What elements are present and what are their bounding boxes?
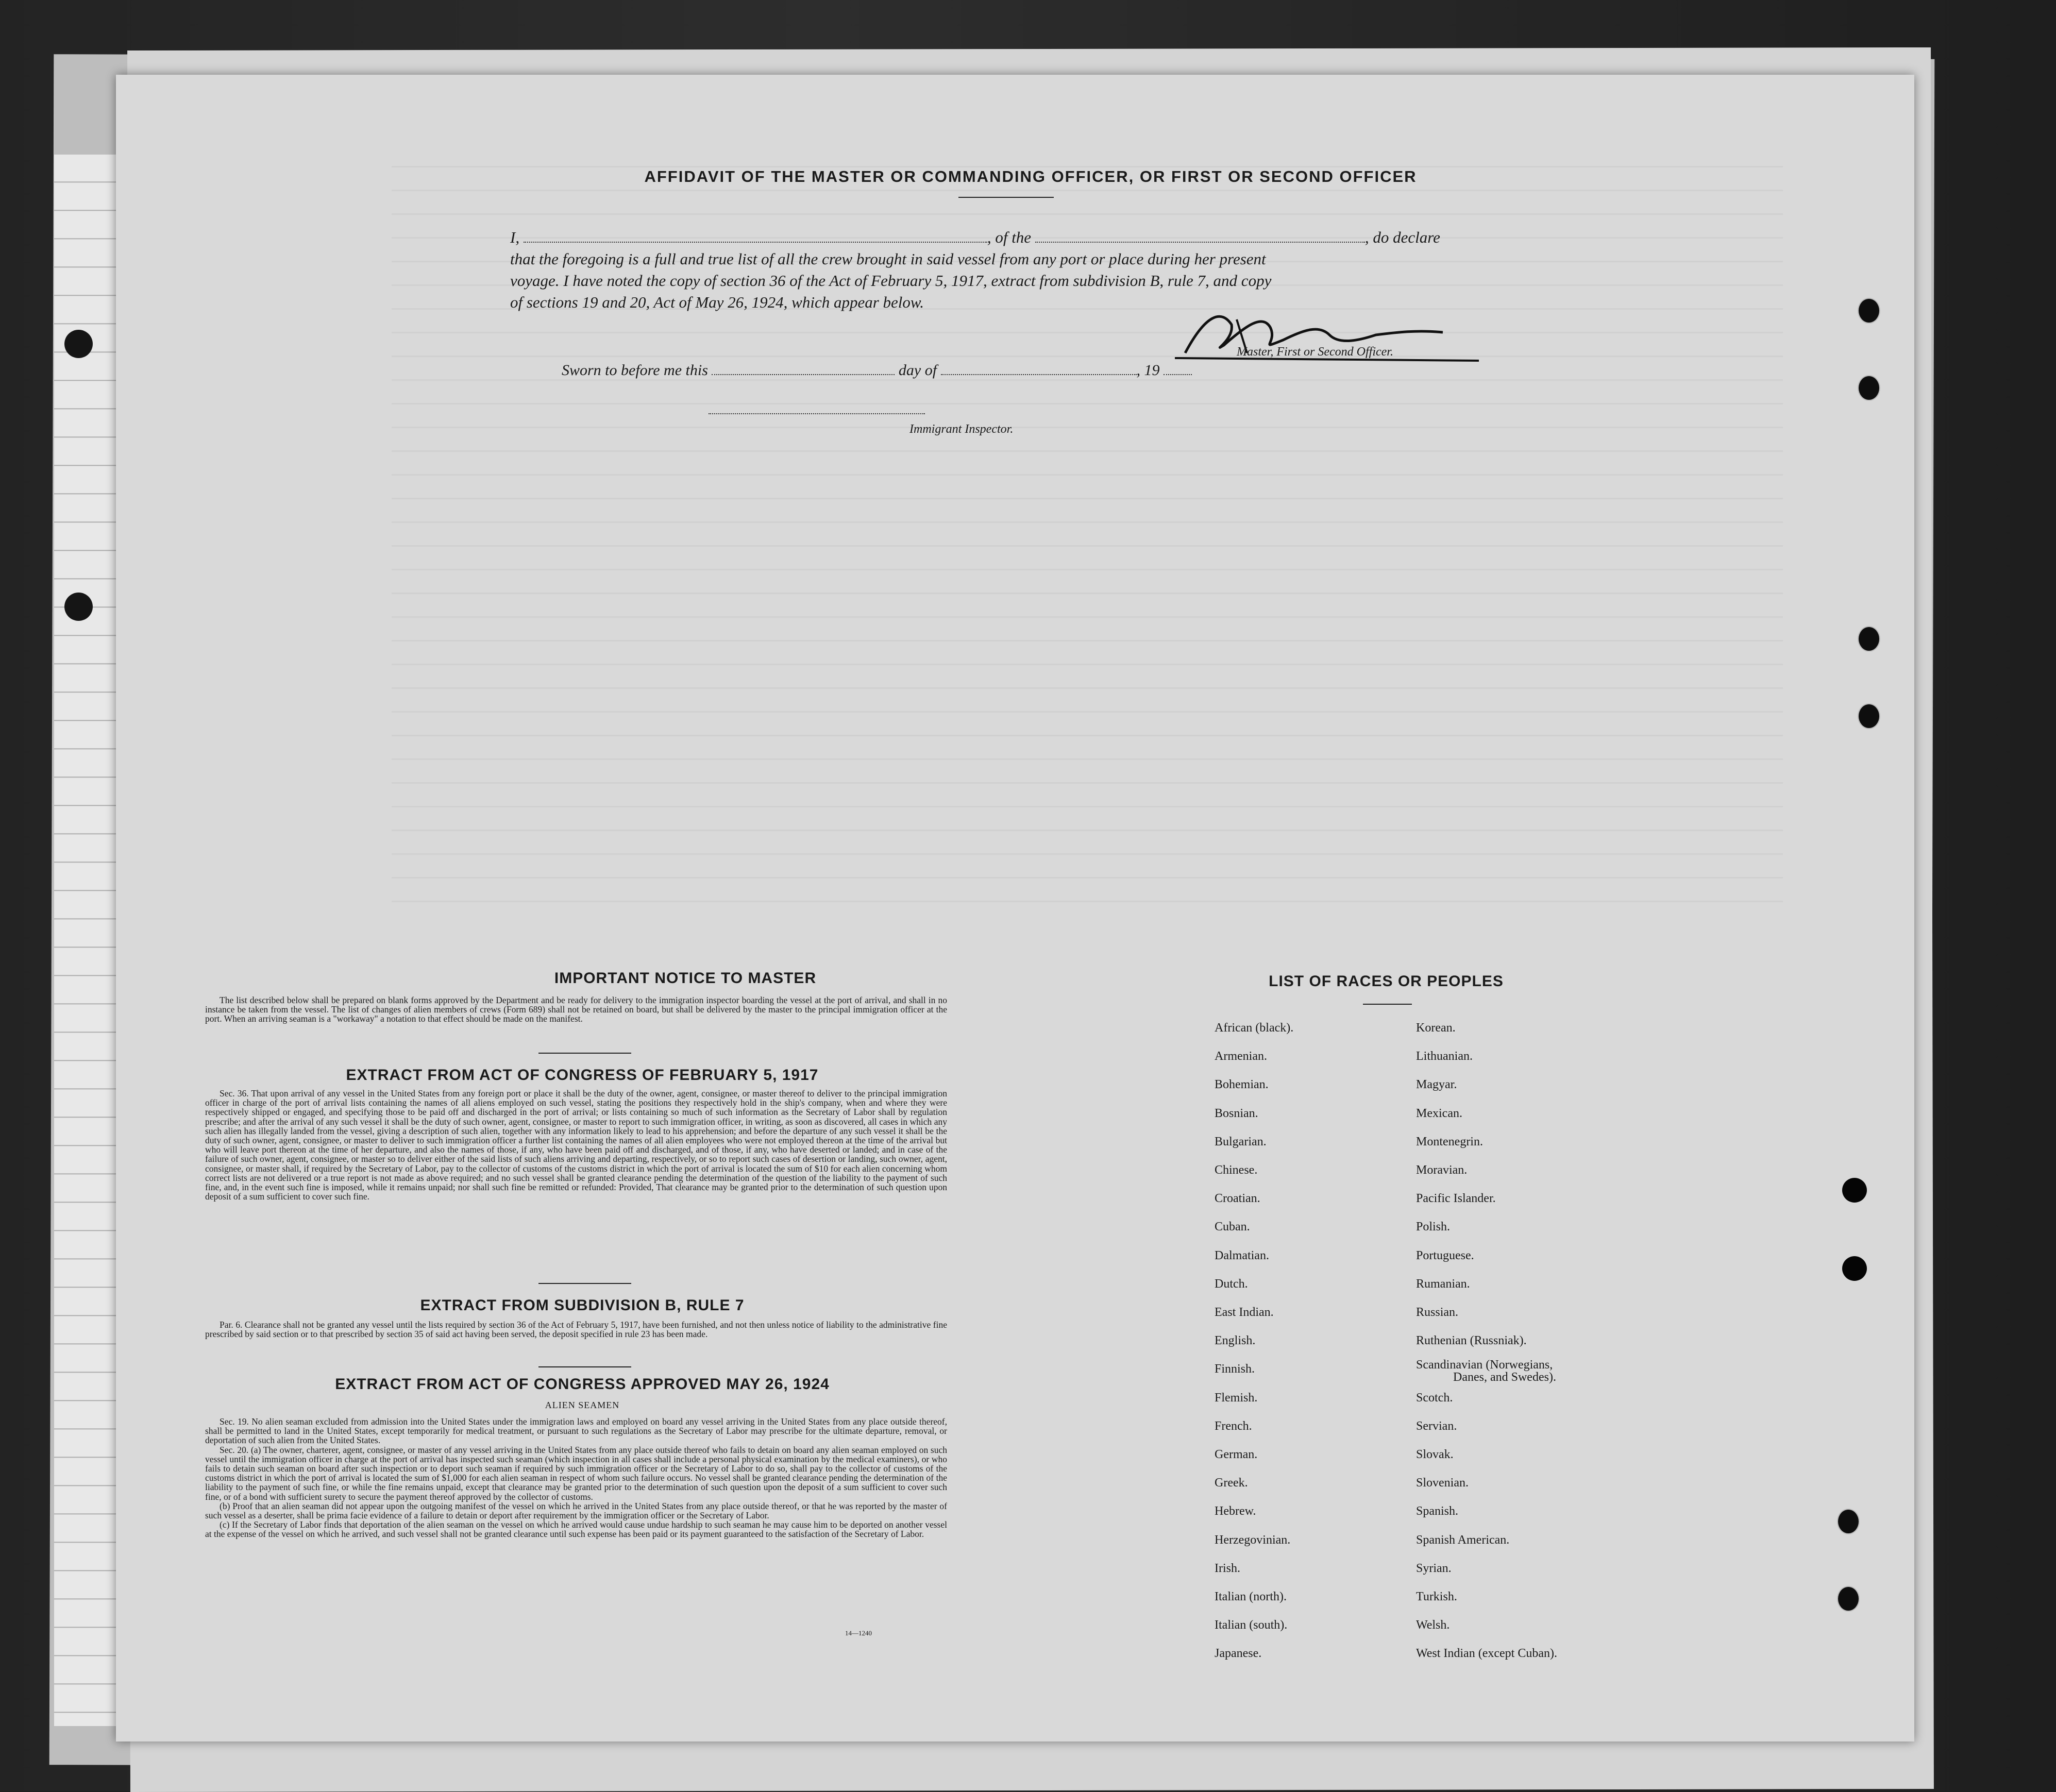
race-item: Moravian. xyxy=(1416,1163,1468,1177)
race-item: West Indian (except Cuban). xyxy=(1416,1647,1557,1661)
extract-1917-text xyxy=(205,1089,947,1201)
race-item: Bulgarian. xyxy=(1215,1135,1267,1148)
race-item: Spanish. xyxy=(1416,1504,1459,1518)
sworn-year: , 19 xyxy=(1136,362,1160,379)
race-item: Italian (south). xyxy=(1215,1618,1288,1632)
sworn-text: Sworn to before me this xyxy=(562,362,708,379)
sworn-day-of: day of xyxy=(898,362,937,379)
race-item: French. xyxy=(1215,1419,1252,1433)
binder-hole-left-1 xyxy=(64,330,93,358)
race-item: Dutch. xyxy=(1215,1277,1248,1291)
par-6-paragraph: Par. 6. Clearance shall not be granted any vessel until the lists required by section 36 of the Act of February 5, 1917, have been furnished, and not then unless notice of liability to the administrative fine prescribed by said section or to that prescribed by section 35 of said act having been served, the deposit specified in rule 23 has been made. xyxy=(205,1320,947,1340)
race-item: Magyar. xyxy=(1416,1078,1457,1092)
race-item: Slovak. xyxy=(1416,1448,1454,1461)
sworn-day-blank xyxy=(712,360,895,375)
rule-7-rule xyxy=(538,1366,631,1367)
race-item: Italian (north). xyxy=(1215,1590,1287,1603)
affidavit-do-declare: , do declare xyxy=(1364,228,1440,246)
affidavit-i: I, xyxy=(510,228,520,246)
race-item: Bohemian. xyxy=(1215,1078,1269,1092)
rule-7-title: EXTRACT FROM SUBDIVISION B, RULE 7 xyxy=(420,1297,745,1314)
punch-hole-7 xyxy=(1837,1509,1860,1534)
affidavit-of-the: , of the xyxy=(987,228,1032,246)
notice-rule xyxy=(538,1053,631,1054)
race-item: German. xyxy=(1215,1448,1258,1461)
notice-paragraph: The list described below shall be prepared on blank forms approved by the Department and be ready for delivery to the immigration inspector boarding the vessel at the port of arrival, and shall in no instance be taken from the vessel. The list of changes of alien members of crews (Form 689) shall not be retained on board, but shall be delivered by the master to the principal immigration officer at the port. When an arriving seaman is a "workaway" a notation to that effect should be made on the manifest. xyxy=(205,995,947,1024)
race-item: Servian. xyxy=(1416,1419,1457,1433)
race-item: East Indian. xyxy=(1215,1306,1274,1319)
race-item: Korean. xyxy=(1416,1021,1456,1035)
race-item: Flemish. xyxy=(1215,1391,1258,1405)
sworn-month-blank xyxy=(941,360,1137,375)
race-item: Armenian. xyxy=(1215,1050,1267,1063)
notice-text xyxy=(205,995,947,1024)
race-item: Slovenian. xyxy=(1416,1476,1469,1490)
rule-7-text xyxy=(205,1320,947,1339)
race-item: Scandinavian (Norwegians, xyxy=(1416,1358,1553,1372)
title-rule xyxy=(958,197,1054,198)
race-item: Turkish. xyxy=(1416,1590,1457,1603)
race-item: Cuban. xyxy=(1215,1220,1250,1234)
sec-36-paragraph: Sec. 36. That upon arrival of any vessel in the United States from any foreign port or place it shall be the duty of the owner, agent, consignee, or master thereof to deliver to the principal immigration officer in charge of the port of arrival lists containing the names of all aliens employed on such vessel, stating the positions they respectively hold in the ship's company, when and where they were respectively shipped or engaged, and specifying those to be paid off and discharged in the port of arrival; or lists containing so much of such information as the Secretary of Labor shall by regulation prescribe; and after the arrival of any such vessel it shall be the duty of such owner, agent, consignee, or master to report to such immigration officer, in writing, as soon as discovered, all cases in which any such alien has illegally landed from the vessel, giving a description of such alien, together with any information likely to lead to his apprehension; and before the departure of any such vessel it shall be the duty of such owner, agent, consignee, or master to deliver to such immigration officer a further list containing the names of all alien employees who were not employed thereon at the time of the arrival but who will leave port thereon at the time of her departure, and also the names of those, if any, who have been paid off and discharged, and of those, if any, who have deserted or landed; and in case of the failure of such owner, agent, consignee, or master so to deliver either of the said lists of such aliens arriving and departing, respectively, or so to report such cases of desertion or landing, such owner, agent, consignee, or master shall, if required by the Secretary of Labor, pay to the collector of customs of the customs district in which the port of arrival is located the sum of $10 for each alien concerning whom correct lists are not delivered or a true report is not made as above required; and no such vessel shall be granted clearance pending the determination of the question of the liability to the payment of such fine, and, in the event such fine is imposed, while it remains unpaid; nor shall such fine be remitted or refunded: Provided, That clearance may be granted prior to the determination of such question upon deposit of a sum sufficient to cover such fine. xyxy=(205,1088,947,1202)
races-title: LIST OF RACES OR PEOPLES xyxy=(1269,973,1504,990)
race-item: African (black). xyxy=(1215,1021,1294,1035)
signature-caption: Master, First or Second Officer. xyxy=(1237,345,1393,359)
sec-20b-paragraph: (b) Proof that an alien seaman did not appear upon the outgoing manifest of the vessel on which he arrived in the United States from any place outside thereof, or that he was reported by the master of such vessel as a deserter, shall be prima facie evidence of a failure to detain or deport after requirement by the immigration officer or the Secretary of Labor. xyxy=(205,1500,947,1521)
race-item: Ruthenian (Russniak). xyxy=(1416,1334,1527,1348)
extract-1924-text xyxy=(205,1417,947,1539)
sec-19-paragraph: Sec. 19. No alien seaman excluded from admission into the United States under the immigration laws and employed on board any vessel arriving in the United States from any place outside thereof, shall be permitted to land in the United States, except temporarily for medical treatment, or pursuant to such regulations as the Secretary of Labor may prescribe for the ultimate departure, removal, or deportation of such alien from the United States. xyxy=(205,1416,947,1446)
affidavit-text xyxy=(510,227,1499,313)
punch-hole-8 xyxy=(1837,1586,1860,1612)
notice-title: IMPORTANT NOTICE TO MASTER xyxy=(554,970,817,987)
sec-20a-paragraph: Sec. 20. (a) The owner, charterer, agent, consignee, or master of any vessel arriving in the United States from any place outside thereof who fails to detain on board any alien seaman employed on such vessel until the immigration officer in charge at the port of arrival has inspected such seaman (which inspection in all cases shall include a personal physical examination by the medical examiners), or who fails to detain such seaman on board after such inspection or to deport such seaman if required by such immigration officer or the Secretary of Labor to do so, shall pay to the collector of customs of the customs district in which the port of arrival is located the sum of $1,000 for each alien seaman in respect of whom such failure occurs. No vessel shall be granted clearance pending the determination of the liability to the payment of such fine, or while the fine remains unpaid, except that clearance may be granted prior to the determination of such question upon the deposit of a sum sufficient to cover such fine, or of a bond with sufficient surety to secure the payment thereof approved by the collector of customs. xyxy=(205,1444,947,1502)
inspector-caption: Immigrant Inspector. xyxy=(909,422,1014,436)
race-item: Dalmatian. xyxy=(1215,1248,1269,1262)
race-item: Croatian. xyxy=(1215,1192,1260,1206)
race-item: Danes, and Swedes). xyxy=(1453,1371,1556,1384)
affidavit-title: AFFIDAVIT OF THE MASTER OR COMMANDING OFFICER, OR FIRST OR SECOND OFFICER xyxy=(644,167,1417,185)
race-item: Hebrew. xyxy=(1215,1504,1256,1518)
race-item: Irish. xyxy=(1215,1561,1240,1575)
punch-hole-4 xyxy=(1858,703,1880,729)
race-item: Greek. xyxy=(1215,1476,1248,1490)
punch-hole-6 xyxy=(1842,1256,1867,1281)
name-blank xyxy=(524,227,987,243)
race-item: Chinese. xyxy=(1215,1163,1258,1177)
race-item: Montenegrin. xyxy=(1416,1135,1483,1148)
race-item: Herzegovinian. xyxy=(1215,1533,1291,1547)
extract-1924-title: EXTRACT FROM ACT OF CONGRESS APPROVED MAY 26, 1924 xyxy=(335,1376,830,1393)
extract-1917-rule xyxy=(538,1283,631,1284)
race-item: Pacific Islander. xyxy=(1416,1192,1496,1206)
inspector-signature-blank xyxy=(709,413,925,414)
sec-20c-paragraph: (c) If the Secretary of Labor finds that deportation of the alien seaman on the vessel on which he arrived would cause undue hardship to such seaman he may cause him to be deported on another vessel at the expense of the vessel on which he arrived, and such vessel shall not be granted clearance until such expense has been paid or its payment guaranteed to the satisfaction of the Secretary of Labor. xyxy=(205,1519,947,1540)
binder-hole-left-2 xyxy=(64,593,93,621)
sworn-year-blank xyxy=(1164,360,1192,375)
punch-hole-1 xyxy=(1858,298,1880,324)
race-item: Scotch. xyxy=(1416,1391,1453,1405)
punch-hole-2 xyxy=(1858,375,1880,401)
punch-hole-3 xyxy=(1858,626,1880,652)
race-item: Japanese. xyxy=(1215,1647,1262,1661)
race-item: Russian. xyxy=(1416,1306,1459,1319)
alien-seamen-subtitle: ALIEN SEAMEN xyxy=(545,1400,620,1410)
race-item: Bosnian. xyxy=(1215,1106,1258,1120)
race-item: Finnish. xyxy=(1215,1362,1255,1376)
affidavit-line-3: voyage. I have noted the copy of section 36 of the Act of February 5, 1917, extract from subdivision B, rule 7, and copy xyxy=(510,272,1272,290)
punch-hole-5 xyxy=(1842,1178,1867,1203)
sworn-line xyxy=(562,360,1192,379)
affidavit-line-2: that the foregoing is a full and true list of all the crew brought in said vessel from any port or place during her present xyxy=(510,250,1266,268)
affidavit-line-4: of sections 19 and 20, Act of May 26, 1924, which appear below. xyxy=(510,293,924,311)
race-item: Spanish American. xyxy=(1416,1533,1510,1547)
race-item: Rumanian. xyxy=(1416,1277,1470,1291)
race-item: Lithuanian. xyxy=(1416,1050,1473,1063)
race-item: Mexican. xyxy=(1416,1106,1462,1120)
race-item: Syrian. xyxy=(1416,1561,1452,1575)
race-item: English. xyxy=(1215,1334,1256,1348)
race-item: Welsh. xyxy=(1416,1618,1450,1632)
vessel-blank xyxy=(1035,227,1365,243)
ruled-paper-edge xyxy=(54,155,116,1726)
race-item: Polish. xyxy=(1416,1220,1451,1234)
races-rule xyxy=(1363,1004,1412,1005)
race-item: Portuguese. xyxy=(1416,1248,1474,1262)
form-number: 14—1240 xyxy=(845,1629,872,1637)
extract-1917-title: EXTRACT FROM ACT OF CONGRESS OF FEBRUARY 5, 1917 xyxy=(346,1067,819,1084)
